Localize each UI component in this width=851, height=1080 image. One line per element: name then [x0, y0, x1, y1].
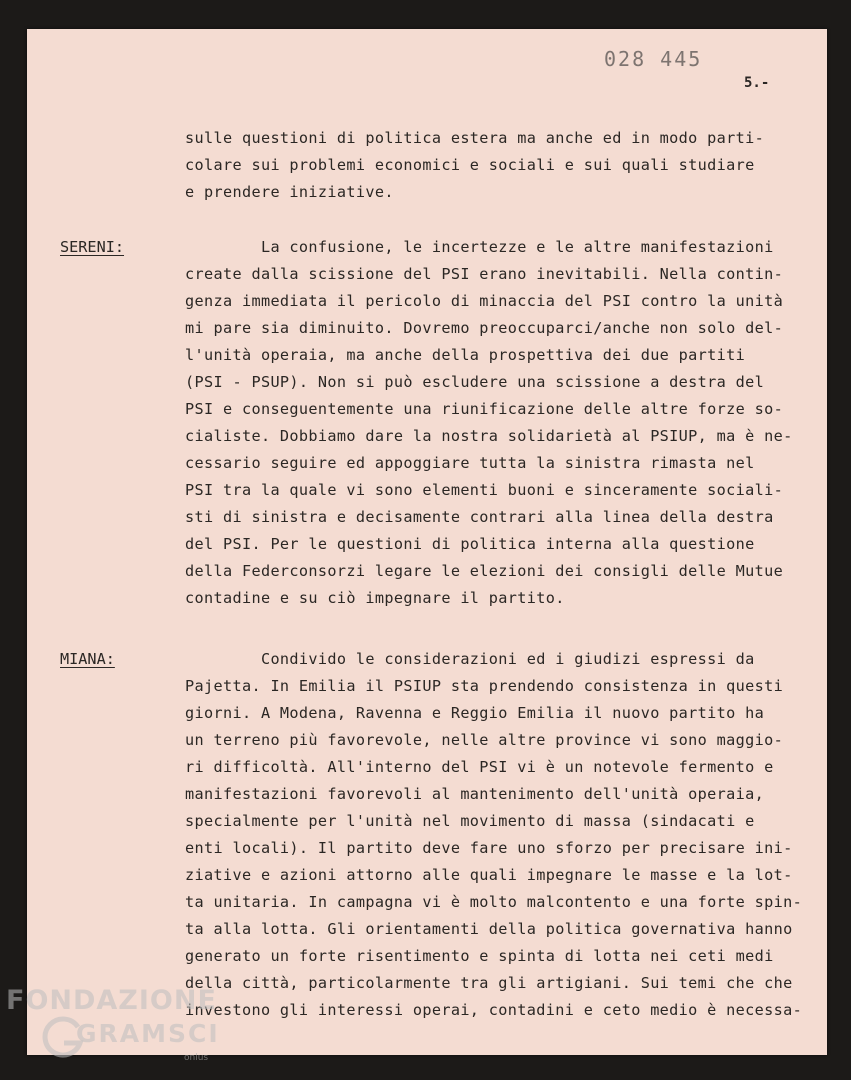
body-line: sulle questioni di politica estera ma anche ed in modo parti-	[185, 129, 765, 147]
body-line: contadine e su ciò impegnare il partito.	[185, 589, 565, 607]
archive-number: 028 445	[604, 47, 703, 71]
body-line: mi pare sia diminuito. Dovremo preoccuparci/anche non solo del-	[185, 319, 784, 337]
watermark-line1: FONDAZIONE	[6, 985, 217, 1016]
body-line: giorni. A Modena, Ravenna e Reggio Emilia il nuovo partito ha	[185, 704, 765, 722]
body-line: enti locali). Il partito deve fare uno sforzo per precisare ini-	[185, 839, 793, 857]
body-line: create dalla scissione del PSI erano inevitabili. Nella contin-	[185, 265, 784, 283]
body-line: genza immediata il pericolo di minaccia del PSI contro la unità	[185, 292, 784, 310]
watermark-line2: GRAMSCI	[76, 1019, 220, 1048]
body-line: (PSI - PSUP). Non si può escludere una scissione a destra del	[185, 373, 765, 391]
body-line: Condivido le considerazioni ed i giudizi espressi da	[185, 650, 755, 668]
body-line: cessario seguire ed appoggiare tutta la sinistra rimasta nel	[185, 454, 755, 472]
foundation-watermark	[6, 985, 226, 1075]
body-line: ta alla lotta. Gli orientamenti della politica governativa hanno	[185, 920, 793, 938]
speaker-label-sereni: SERENI:	[60, 238, 125, 256]
body-line: Pajetta. In Emilia il PSIUP sta prendendo consistenza in questi	[185, 677, 784, 695]
speaker-label-miana: MIANA:	[60, 650, 115, 668]
body-line: PSI e conseguentemente una riunificazione delle altre forze so-	[185, 400, 784, 418]
body-line: e prendere iniziative.	[185, 183, 394, 201]
body-line: sti di sinistra e decisamente contrari alla linea della destra	[185, 508, 774, 526]
body-line: PSI tra la quale vi sono elementi buoni e sinceramente sociali-	[185, 481, 784, 499]
page-number: 5.-	[744, 75, 770, 91]
body-line: generato un forte risentimento e spinta di lotta nei ceti medi	[185, 947, 774, 965]
body-line: colare sui problemi economici e sociali e sui quali studiare	[185, 156, 755, 174]
body-line: investono gli interessi operai, contadini e ceto medio è necessa-	[185, 1001, 803, 1019]
body-line: specialmente per l'unità nel movimento di massa (sindacati e	[185, 812, 755, 830]
body-line: del PSI. Per le questioni di politica interna alla questione	[185, 535, 755, 553]
body-line: ri difficoltà. All'interno del PSI vi è un notevole fermento e	[185, 758, 774, 776]
body-line: un terreno più favorevole, nelle altre province vi sono maggio-	[185, 731, 784, 749]
body-line: ziative e azioni attorno alle quali impegnare le masse e la lot-	[185, 866, 793, 884]
watermark-line3: onlus	[184, 1053, 209, 1063]
body-line: ta unitaria. In campagna vi è molto malcontento e una forte spin-	[185, 893, 803, 911]
body-line: l'unità operaia, ma anche della prospettiva dei due partiti	[185, 346, 746, 364]
body-line: della Federconsorzi legare le elezioni dei consigli delle Mutue	[185, 562, 784, 580]
body-line: La confusione, le incertezze e le altre manifestazioni	[185, 238, 774, 256]
body-line: cialiste. Dobbiamo dare la nostra solidarietà al PSIUP, ma è ne-	[185, 427, 793, 445]
body-line: manifestazioni favorevoli al mantenimento dell'unità operaia,	[185, 785, 765, 803]
body-line: della città, particolarmente tra gli artigiani. Sui temi che che	[185, 974, 793, 992]
